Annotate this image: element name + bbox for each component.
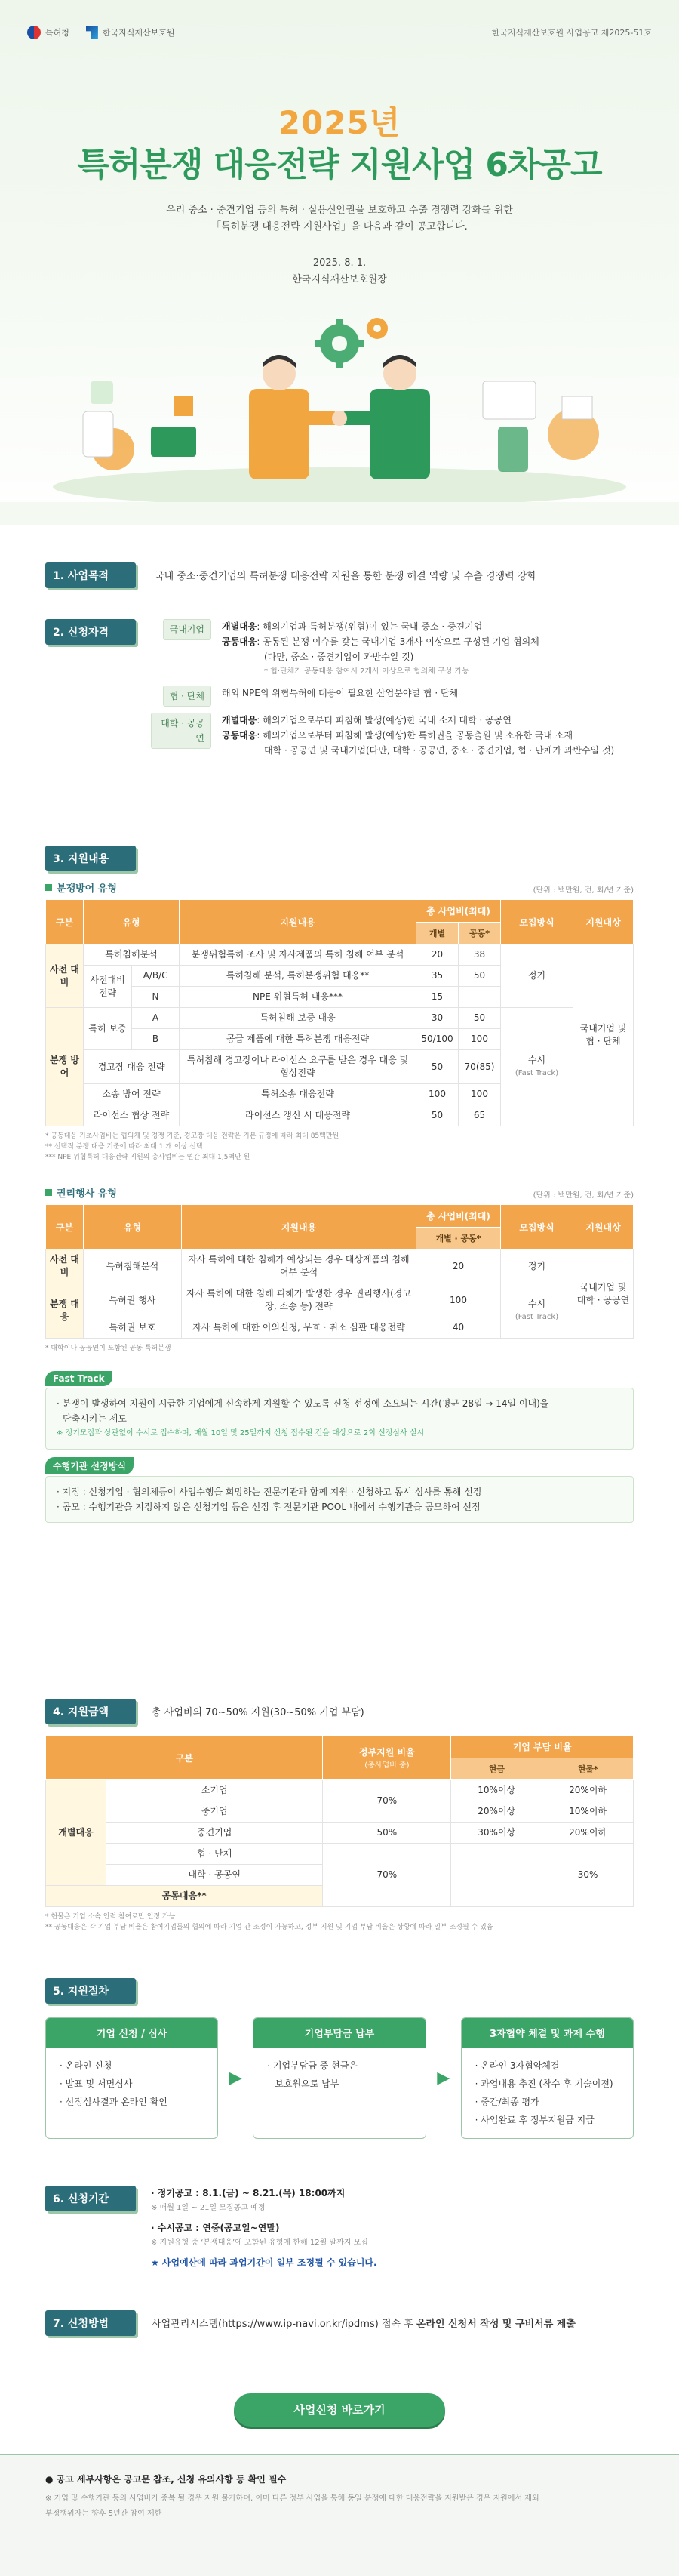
note-line: * 대학이나 공공연이 포함된 공동 특허분쟁 <box>45 1345 171 1352</box>
col-header: 총 사업비(최대) <box>416 900 501 923</box>
budget-note: ★ 사업예산에 따라 과업기간이 일부 조정될 수 있습니다. <box>151 2257 377 2268</box>
col-header: 총 사업비(최대) <box>416 1205 501 1228</box>
koipa-emblem-icon <box>86 26 98 39</box>
method-cell <box>501 1008 573 1126</box>
method-label: 수시 <box>527 1055 546 1065</box>
content-cell: NPE 위협특허 대응*** <box>180 987 416 1008</box>
joint-label: 공동대응 <box>222 636 257 647</box>
footer-note: ※ 기업 및 수행기관 등의 사업비가 중복 될 경우 지원 불가하며, 이미 다른 정부 사업을 통해 동일 분쟁에 대한 대응전략을 지원받은 경우 지원에서 제외 <box>45 2494 539 2503</box>
section-support-amount <box>45 1699 634 1933</box>
type-cell: 중견기업 <box>106 1823 323 1844</box>
content-cell: 공급 제품에 대한 특허분쟁 대응전략 <box>180 1029 416 1050</box>
category-cell: 분쟁 방어 <box>46 1008 84 1126</box>
step-item: 선정심사결과 온라인 확인 <box>65 2097 167 2107</box>
dev-text: : 해외기업과 특허분쟁(위협)이 있는 국내 중소 · 중견기업 <box>257 621 483 632</box>
cash-cell: 20%이상 <box>451 1801 542 1823</box>
inkind-cell: 10%이하 <box>542 1801 634 1823</box>
dev-label: 개별대응 <box>222 621 257 632</box>
col-header: 유형 <box>84 1205 182 1249</box>
col-header: 지원대상 <box>573 1205 634 1249</box>
step-item: 사업완료 후 정부지원금 지급 <box>481 2115 595 2125</box>
budget-cell: 20 <box>416 944 459 966</box>
col-header: 지원내용 <box>180 900 416 944</box>
step-title: 3자협약 체결 및 과제 수행 <box>462 2018 633 2048</box>
step-item: 온라인 3자협약체결 <box>481 2060 560 2071</box>
note-line: * 현물은 기업 소속 인력 참여로만 인정 가능 <box>45 1913 176 1921</box>
budget-cell: 50 <box>459 966 501 987</box>
amount-notes <box>45 1912 634 1933</box>
col-subheader: 개별 · 공동* <box>416 1228 501 1249</box>
budget-cell: 50/100 <box>416 1029 459 1050</box>
inkind-cell: 20%이하 <box>542 1823 634 1844</box>
budget-cell: 38 <box>459 944 501 966</box>
table-row <box>46 1283 634 1317</box>
logo-group <box>27 26 175 39</box>
fast-track-text-1: · 분쟁이 발생하여 지원이 시급한 기업에게 신속하게 지원할 수 있도록 신청-선정에 소요되는 시간(평균 28일 → 14일 이내)을 <box>57 1398 549 1409</box>
univ-joint-text-1: : 해외기업으로부터 피침해 발생(예상)한 특허권을 공동출원 및 소유한 국내 소재 <box>257 730 573 741</box>
content-cell: 라이선스 갱신 시 대응전략 <box>180 1105 416 1126</box>
type-cell: 경고장 대응 전략 <box>84 1050 180 1084</box>
defense-type-heading <box>45 880 117 895</box>
col-header: 구분 <box>46 1205 84 1249</box>
section-badge: 3. 지원내용 <box>45 846 136 871</box>
budget-cell: 35 <box>416 966 459 987</box>
category-cell: 개별대응 <box>46 1780 106 1886</box>
handshake-illustration <box>0 298 679 525</box>
section-badge: 5. 지원절차 <box>45 1978 136 2004</box>
kipo-emblem-icon <box>27 26 41 39</box>
fast-track-label: (Fast Track) <box>515 1069 559 1077</box>
budget-cell: 50 <box>459 1008 501 1029</box>
category-cell: 사전 대비 <box>46 944 84 1008</box>
fast-track-tag: Fast Track <box>45 1371 112 1386</box>
defense-table <box>45 899 634 1126</box>
hero-date-block <box>0 255 679 288</box>
rights-unit: (단위 : 백만원, 건, 회/년 기준) <box>533 1191 634 1200</box>
businessman-right <box>332 355 430 479</box>
hero-banner <box>0 0 679 528</box>
rights-type-title: 권리행사 유형 <box>57 1188 117 1200</box>
purpose-text: 국내 중소·중견기업의 특허분쟁 대응전략 지원을 통한 분쟁 해결 역량 및 수출 경쟁력 강화 <box>155 571 536 582</box>
arrow-right-icon: ▶ <box>229 2069 242 2088</box>
subtype-cell: A/B/C <box>132 966 180 987</box>
step-item: 발표 및 서면심사 <box>65 2078 133 2089</box>
top-bar <box>27 21 652 44</box>
table-row <box>46 1008 634 1029</box>
method-text-prefix: 사업관리시스템(https://www.ip-navi.or.kr/ipdms) 접속 후 <box>152 2319 416 2330</box>
procedure-step: 기업부담금 납부 · 기업부담금 중 현금은 보호원으로 납부 <box>253 2017 426 2139</box>
defense-unit: (단위 : 백만원, 건, 회/년 기준) <box>533 886 634 895</box>
budget-cell: 100 <box>416 1283 501 1317</box>
procedure-steps <box>45 2017 634 2139</box>
hero-title: 특허분쟁 대응전략 지원사업 6차공고 <box>77 146 602 184</box>
koipa-logo-text: 한국지식재산보호원 <box>102 28 175 38</box>
step-item: 보호원으로 납부 <box>275 2078 340 2089</box>
kipo-logo-text: 특허청 <box>45 28 69 38</box>
fast-track-box <box>45 1370 634 1450</box>
fast-track-note: ※ 정기모집과 상관없이 수시로 접수하며, 매월 10일 및 25일까지 신청 접수된 건을 대상으로 2회 선정심사 실시 <box>57 1429 425 1437</box>
method-text-bold: 온라인 신청서 작성 및 구비서류 제출 <box>416 2319 576 2330</box>
gov-ratio-label: 정부지원 비율 <box>359 1747 415 1758</box>
note-line: *** NPE 위협특허 대응전략 지원의 총사업비는 연간 최대 1,5백만 원 <box>45 1154 250 1161</box>
step-item: 중간/최종 평가 <box>481 2097 539 2107</box>
association-tag: 협 · 단체 <box>163 686 211 707</box>
signer: 한국지식재산보호원장 <box>292 274 387 285</box>
intro-line-1: 우리 중소 · 중견기업 등의 특허 · 실용신안권을 보호하고 수출 경쟁력 강화를 위한 <box>166 205 513 216</box>
subtype-cell: N <box>132 987 180 1008</box>
defense-notes <box>45 1131 634 1163</box>
cash-cell: 10%이상 <box>451 1780 542 1801</box>
regular-note: ※ 매월 1일 ~ 21일 모집공고 예정 <box>151 2204 266 2212</box>
note-line: ** 공동대응은 각 기업 부담 비율은 참여기업들의 협의에 따라 기업 간 조정이 가능하고, 정부 지원 및 기업 부담 비율은 상황에 따라 일부 조정될 수 있음 <box>45 1924 493 1931</box>
amount-table <box>45 1735 634 1907</box>
budget-cell: 50 <box>416 1105 459 1126</box>
type-cell: 특허침해분석 <box>84 944 180 966</box>
budget-cell: 100 <box>459 1029 501 1050</box>
footer-note: 부정행위자는 향후 5년간 참여 제한 <box>45 2510 162 2518</box>
col-subheader: 공동* <box>459 923 501 944</box>
section-method <box>45 2310 634 2336</box>
apply-button[interactable]: 사업신청 바로가기 <box>234 2393 445 2427</box>
table-row <box>46 1780 634 1801</box>
intro-line-2: 「특허분쟁 대응전략 지원사업」을 다음과 같이 공고합니다. <box>211 221 468 233</box>
type-cell: 사전대비 전략 <box>84 966 132 1008</box>
cash-cell: - <box>451 1844 542 1907</box>
section-badge: 7. 신청방법 <box>45 2310 136 2336</box>
type-cell: 중기업 <box>106 1801 323 1823</box>
step-item: 과업내용 추진 (착수 후 기술이전) <box>481 2078 613 2089</box>
target-cell: 국내기업 및 대학 · 공공연 <box>573 1249 634 1339</box>
gear-icon <box>315 319 364 368</box>
type-cell: 특허권 보호 <box>84 1317 182 1339</box>
col-header: 지원대상 <box>573 900 634 944</box>
defense-type-title: 분쟁방어 유형 <box>57 883 117 895</box>
rights-type-heading <box>45 1185 117 1200</box>
budget-cell: 100 <box>459 1084 501 1105</box>
section-badge: 4. 지원금액 <box>45 1699 136 1724</box>
univ-joint-text-2: 대학 · 공공연 및 국내기업(다만, 대학 · 공공연, 중소 · 중견기업, 협 · 단체가 과반수일 것) <box>264 745 615 756</box>
col-subheader: 현물* <box>542 1758 634 1780</box>
budget-cell: 50 <box>416 1050 459 1084</box>
section-purpose <box>45 562 634 588</box>
association-text: 해외 NPE의 위협특허에 대응이 필요한 산업분야별 협 · 단체 <box>222 688 459 698</box>
koipa-logo <box>86 26 175 39</box>
square-bullet-icon <box>45 884 52 891</box>
type-cell: 라이선스 협상 전략 <box>84 1105 180 1126</box>
budget-cell: 100 <box>416 1084 459 1105</box>
section-support-content <box>45 846 634 1523</box>
step-title: 기업 신청 / 심사 <box>46 2018 217 2048</box>
subtype-cell: A <box>132 1008 180 1029</box>
section-badge: 1. 사업목적 <box>45 562 136 588</box>
content-cell: 자사 특허에 대한 침해 피해가 발생한 경우 권리행사(경고장, 소송 등) 전략 <box>182 1283 416 1317</box>
univ-dev-label: 개별대응 <box>222 715 257 726</box>
table-row <box>46 1249 634 1283</box>
kipo-logo <box>27 26 69 39</box>
step-title: 기업부담금 납부 <box>253 2018 425 2048</box>
gov-cell: 50% <box>323 1823 451 1844</box>
budget-cell: 65 <box>459 1105 501 1126</box>
apply-button-area <box>0 2393 679 2427</box>
section-badge: 6. 신청기간 <box>45 2186 136 2211</box>
gov-cell: 70% <box>323 1844 451 1907</box>
procedure-step: 3자협약 체결 및 과제 수행 · 온라인 3자협약체결 · 과업내용 추진 (착수 후 기술이전) · 중간/최종 평가 · 사업완료 후 정부지원금 지급 <box>461 2017 634 2139</box>
note-line: ** 선택적 분쟁 대응 기준에 따라 최대 1 개 이상 선택 <box>45 1143 203 1151</box>
joint-text-2: (다만, 중소 · 중견기업이 과반수일 것) <box>264 652 414 662</box>
step-item: 기업부담금 중 현금은 <box>272 2060 358 2071</box>
rights-table <box>45 1204 634 1339</box>
footer <box>0 2454 679 2576</box>
university-tag: 대학 · 공공연 <box>151 713 211 749</box>
pool-tag: 수행기관 선정방식 <box>45 1457 134 1474</box>
method-text <box>152 2319 576 2330</box>
type-cell: 대학 · 공공연 <box>106 1865 323 1886</box>
type-cell: 소기업 <box>106 1780 323 1801</box>
content-cell: 자사 특허에 대한 침해가 예상되는 경우 대상제품의 침해여부 분석 <box>182 1249 416 1283</box>
col-header: 구분 <box>46 1736 323 1780</box>
col-header: 모집방식 <box>501 1205 573 1249</box>
col-subheader: 현금 <box>451 1758 542 1780</box>
pool-text-2: · 공모 : 수행기관을 지정하지 않은 신청기업 등은 선정 후 전문기관 POOL 내에서 수행기관을 공모하여 선정 <box>57 1502 481 1512</box>
hero-intro <box>0 202 679 236</box>
table-row <box>46 944 634 966</box>
budget-cell: 15 <box>416 987 459 1008</box>
col-header: 모집방식 <box>501 900 573 944</box>
content-cell: 특허침해 경고장이나 라이선스 요구를 받은 경우 대응 및 협상전략 <box>180 1050 416 1084</box>
category-cell: 사전 대비 <box>46 1249 84 1283</box>
method-label: 수시 <box>527 1299 546 1309</box>
arrow-right-icon: ▶ <box>437 2069 450 2088</box>
method-cell: 정기 <box>501 1249 573 1283</box>
content-cell: 특허소송 대응전략 <box>180 1084 416 1105</box>
content-cell: 분쟁위험특허 조사 및 자사제품의 특허 침해 여부 분석 <box>180 944 416 966</box>
pool-text-1: · 지정 : 신청기업 · 협의체등이 사업수행을 희망하는 전문기관과 함께 지원 · 신청하고 동시 심사를 통해 선정 <box>57 1487 482 1497</box>
col-header <box>323 1736 451 1780</box>
type-cell: 특허 보증 <box>84 1008 132 1050</box>
univ-joint-label: 공동대응 <box>222 730 257 741</box>
footer-title: ● 공고 세부사항은 공고문 참조, 신청 유의사항 등 확인 필수 <box>45 2474 287 2485</box>
type-cell: 특허침해분석 <box>84 1249 182 1283</box>
method-cell <box>501 1283 573 1339</box>
adhoc-note: ※ 지원유형 중 ‘분쟁대응’에 포함된 유형에 한해 12월 말까지 모집 <box>151 2239 368 2247</box>
col-header: 기업 부담 비율 <box>451 1736 634 1758</box>
section-period <box>45 2186 634 2270</box>
type-cell: 소송 방어 전략 <box>84 1084 180 1105</box>
cash-cell: 30%이상 <box>451 1823 542 1844</box>
budget-cell: 70(85) <box>459 1050 501 1084</box>
step-item: 온라인 신청 <box>65 2060 112 2071</box>
fast-track-label: (Fast Track) <box>515 1313 559 1321</box>
inkind-cell: 30% <box>542 1844 634 1907</box>
type-cell: 특허권 행사 <box>84 1283 182 1317</box>
gov-ratio-sub: (총사업비 중) <box>364 1761 410 1770</box>
target-cell: 국내기업 및 협 · 단체 <box>573 944 634 1126</box>
note-line: * 공동대응 기초사업비는 협의체 및 경쟁 기준, 경고장 대응 전략은 기본 규정에 따라 최대 85백만원 <box>45 1132 340 1140</box>
pool-box <box>45 1457 634 1523</box>
hero-year: 2025년 <box>278 104 401 141</box>
content-cell: 특허침해 보증 대응 <box>180 1008 416 1029</box>
category-cell: 공동대응** <box>46 1886 323 1907</box>
univ-dev-text: : 해외기업으로부터 피침해 발생(예상)한 국내 소재 대학 · 공공연 <box>257 715 512 726</box>
col-header: 지원내용 <box>182 1205 416 1249</box>
content-cell: 특허침해 분석, 특허분쟁위험 대응** <box>180 966 416 987</box>
col-subheader: 개별 <box>416 923 459 944</box>
gov-cell: 70% <box>323 1780 451 1823</box>
table-row <box>46 1823 634 1844</box>
type-cell: 협 · 단체 <box>106 1844 323 1865</box>
section-badge: 2. 신청자격 <box>45 619 136 645</box>
budget-cell: 20 <box>416 1249 501 1283</box>
amount-text: 총 사업비의 70~50% 지원(30~50% 기업 부담) <box>152 1707 364 1718</box>
inkind-cell: 20%이하 <box>542 1780 634 1801</box>
joint-text-1: : 공통된 분쟁 이슈를 갖는 국내기업 3개사 이상으로 구성된 기업 협의체 <box>257 636 539 647</box>
budget-cell: 40 <box>416 1317 501 1339</box>
method-cell: 정기 <box>501 944 573 1008</box>
content-cell: 자사 특허에 대한 이의신청, 무효 · 취소 심판 대응전략 <box>182 1317 416 1339</box>
announce-date: 2025. 8. 1. <box>312 257 367 269</box>
col-header: 유형 <box>84 900 180 944</box>
budget-cell: 30 <box>416 1008 459 1029</box>
document-number: 한국지식재산보호원 사업공고 제2025-51호 <box>491 28 652 38</box>
category-cell: 분쟁 대응 <box>46 1283 84 1339</box>
procedure-step: 기업 신청 / 심사 · 온라인 신청 · 발표 및 서면심사 · 선정심사결과 온라인 확인 <box>45 2017 218 2139</box>
joint-note: * 협·단체가 공동대응 참여시 2개사 이상으로 협의체 구성 가능 <box>264 667 469 676</box>
col-header: 구분 <box>46 900 84 944</box>
section-procedure <box>45 1978 634 2139</box>
square-bullet-icon <box>45 1189 52 1196</box>
subtype-cell: B <box>132 1029 180 1050</box>
fast-track-text-2: 단축시키는 제도 <box>63 1413 127 1424</box>
domestic-tag: 국내기업 <box>163 619 211 640</box>
section-eligibility <box>45 619 634 758</box>
regular-period: · 정기공고 : 8.1.(금) ~ 8.21.(목) 18:00까지 <box>151 2188 346 2199</box>
businessman-left <box>249 355 340 479</box>
adhoc-period: · 수시공고 : 연중(공고일~연말) <box>151 2223 280 2233</box>
table-row <box>46 1844 634 1865</box>
budget-cell: - <box>459 987 501 1008</box>
rights-notes <box>45 1343 634 1354</box>
